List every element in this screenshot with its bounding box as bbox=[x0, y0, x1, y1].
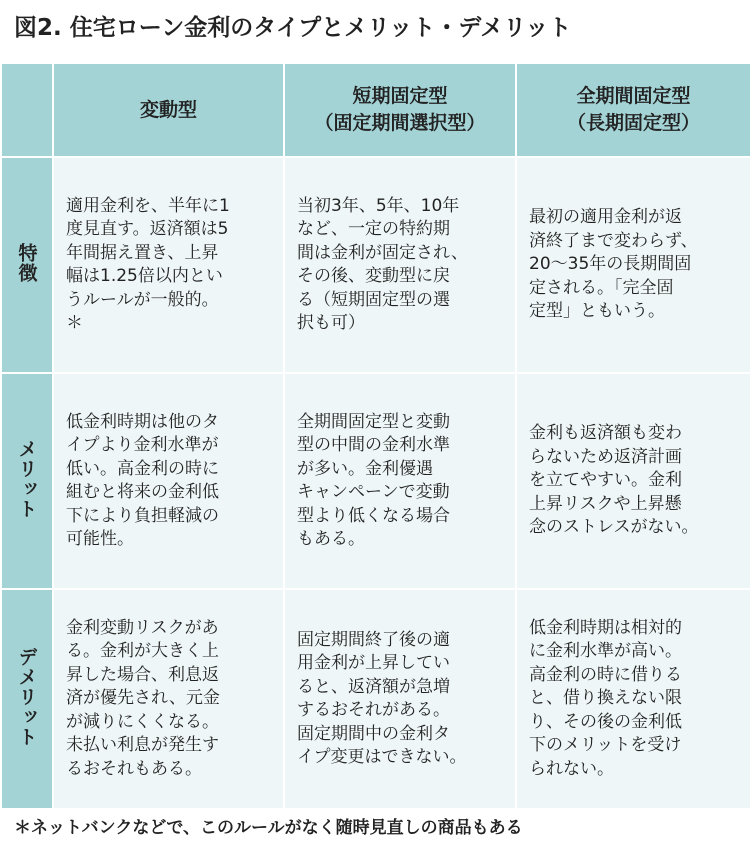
comparison-table bbox=[0, 62, 750, 810]
table-cell: 金利も返済額も変わ らないため返済計画 を立てやすい。金利 上昇リスクや上昇懸 念のストレスがない。 bbox=[516, 373, 750, 589]
row-header-merits: メリット bbox=[1, 373, 53, 589]
table-header-row bbox=[1, 63, 750, 157]
column-header-full-fixed: 全期間固定型 （長期固定型） bbox=[516, 63, 750, 157]
table-cell: 固定期間終了後の適 用金利が上昇してい ると、返済額が急増 するおそれがある。 固定期間中の金利タ イプ変更はできない。 bbox=[284, 589, 516, 809]
table-cell: 全期間固定型と変動 型の中間の金利水準 が多い。金利優遇 キャンペーンで変動 型より低くなる場合 もある。 bbox=[284, 373, 516, 589]
table-cell: 適用金利を、半年に1 度見直す。返済額は5 年間据え置き、上昇 幅は1.25倍以内とい うルールが一般的。 ＊ bbox=[53, 157, 284, 373]
table-row-features bbox=[1, 157, 750, 373]
table-cell: 低金利時期は他のタ イプより金利水準が 低い。高金利の時に 組むと将来の金利低 下により負担軽減の 可能性。 bbox=[53, 373, 284, 589]
column-header-short-fixed: 短期固定型 （固定期間選択型） bbox=[284, 63, 516, 157]
figure-title: 図2. 住宅ローン金利のタイプとメリット・デメリット bbox=[14, 15, 572, 41]
column-header-variable: 変動型 bbox=[53, 63, 284, 157]
corner-cell bbox=[1, 63, 53, 157]
table-cell: 当初3年、5年、10年 など、一定の特約期 間は金利が固定され、 その後、変動型に戻 る（短期固定型の選 択も可） bbox=[284, 157, 516, 373]
table-cell: 金利変動リスクがあ る。金利が大きく上 昇した場合、利息返 済が優先され、元金 が減りにくくなる。 未払い利息が発生す るおそれもある。 bbox=[53, 589, 284, 809]
footnote: ＊ネットバンクなどで、このルールがなく随時見直しの商品もある bbox=[14, 818, 523, 838]
table-row-demerits bbox=[1, 589, 750, 809]
row-header-features: 特徴 bbox=[1, 157, 53, 373]
row-header-demerits: デメリット bbox=[1, 589, 53, 809]
table-row-merits bbox=[1, 373, 750, 589]
table-cell: 低金利時期は相対的 に金利水準が高い。 高金利の時に借りる と、借り換えない限 り、その後の金利低 下のメリットを受け られない。 bbox=[516, 589, 750, 809]
table-cell: 最初の適用金利が返 済終了まで変わらず、 20～35年の長期間固 定される。「完全固 定型」ともいう。 bbox=[516, 157, 750, 373]
